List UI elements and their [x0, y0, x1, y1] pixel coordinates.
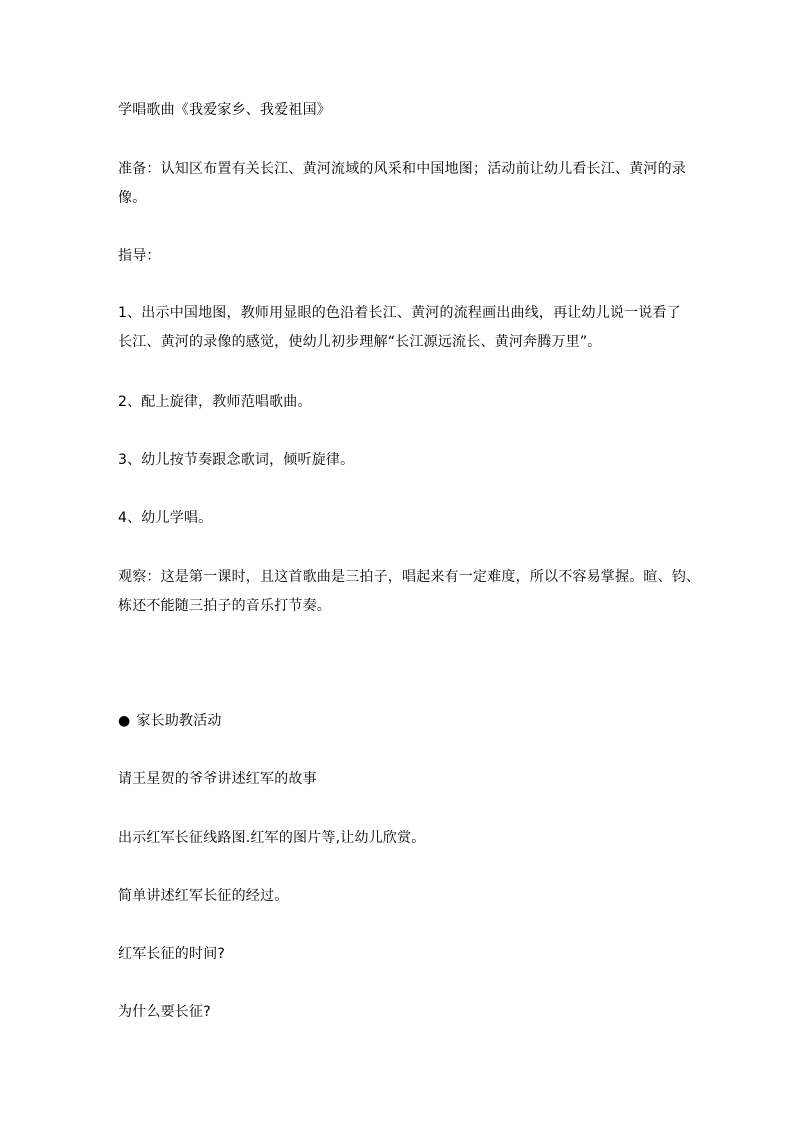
observation-line-1: 观察：这是第一课时，且这首歌曲是三拍子，唱起来有一定难度，所以不容易掌握。暄、钧、: [118, 569, 701, 585]
preparation-line-1: 准备：认知区布置有关长江、黄河流域的风采和中国地图；活动前让幼儿看长江、黄河的录: [118, 161, 686, 177]
observation-paragraph: [118, 563, 701, 621]
preparation-paragraph: [118, 155, 686, 213]
show-paragraph: 出示红军长征线路图.红军的图片等,让幼儿欣赏。: [118, 830, 426, 846]
bullet-icon: ●: [118, 713, 131, 729]
parent-section-title: 家长助教活动: [136, 713, 222, 729]
step-1-paragraph: [118, 299, 681, 357]
question-time: 红军长征的时间?: [118, 946, 226, 962]
question-why: 为什么要长征?: [118, 1004, 211, 1020]
invite-paragraph: 请王星贺的爷爷讲述红军的故事: [118, 771, 317, 787]
step-3-paragraph: 3、幼儿按节奏跟念歌词，倾听旋律。: [118, 452, 355, 468]
step-2-paragraph: 2、配上旋律，教师范唱歌曲。: [118, 394, 312, 410]
brief-paragraph: 简单讲述红军长征的经过。: [118, 888, 289, 904]
observation-line-2: 栋还不能随三拍子的音乐打节奏。: [118, 598, 331, 614]
document-title: 学唱歌曲《我爱家乡、我爱祖国》: [118, 102, 331, 118]
step-1-line-2: 长江、黄河的录像的感觉，使幼儿初步理解“长江源远流长、黄河奔腾万里”。: [118, 334, 602, 350]
step-1-line-1: 1、出示中国地图，教师用显眼的色沿着长江、黄河的流程画出曲线，再让幼儿说一说看了: [118, 305, 681, 321]
preparation-line-2: 像。: [118, 190, 147, 206]
parent-section-heading: [118, 707, 678, 736]
guide-label: 指导：: [118, 248, 161, 264]
step-4-paragraph: 4、幼儿学唱。: [118, 510, 213, 526]
